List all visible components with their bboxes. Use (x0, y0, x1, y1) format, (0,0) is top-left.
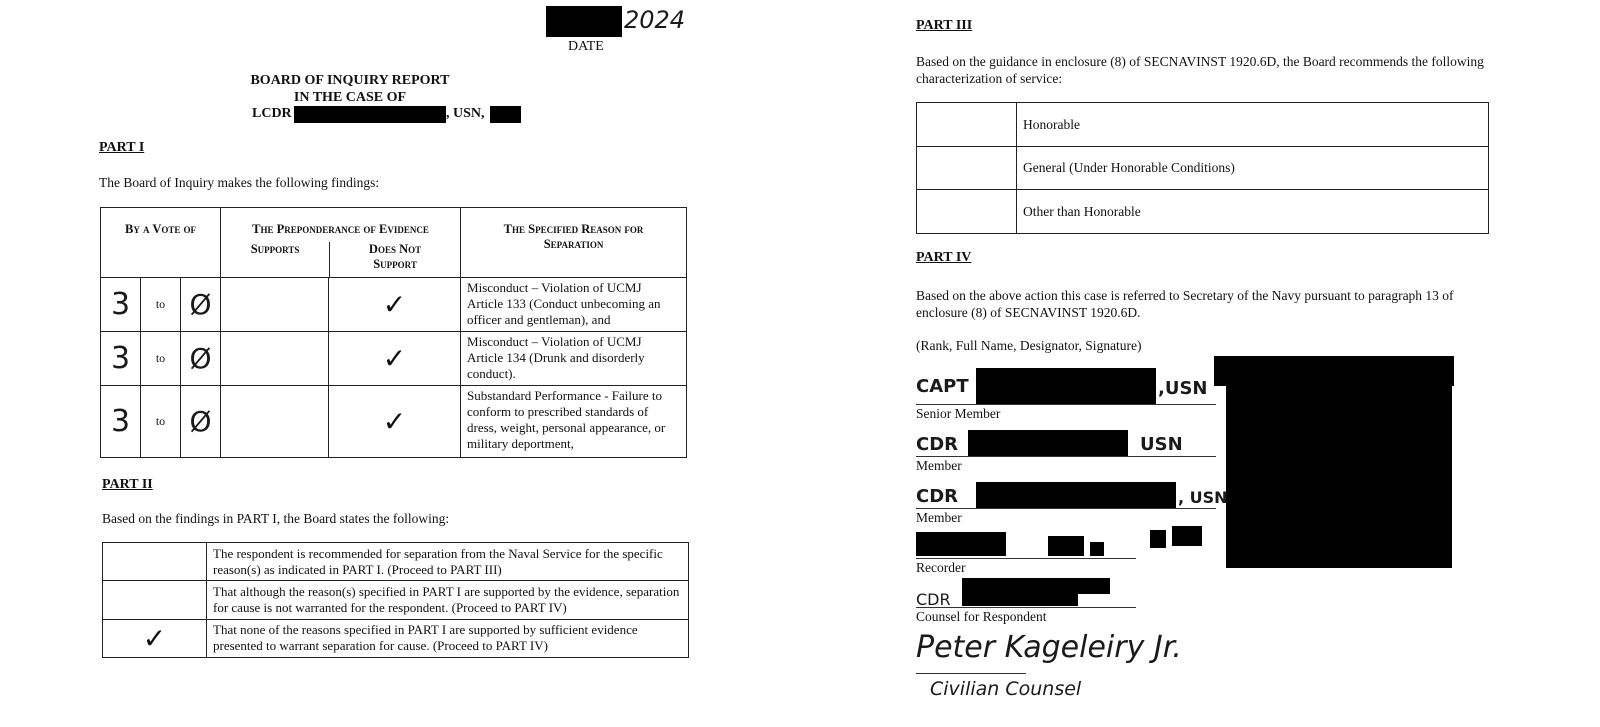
table-row (103, 543, 689, 581)
table-row (101, 332, 687, 386)
signer-rank: CDR (916, 590, 951, 609)
statement-text: That none of the reasons specified in PART I are supported by sufficient evidence presented to warrant separation for cause. (Proceed to PART IV) (207, 619, 689, 657)
col-supports: Supports (221, 242, 330, 277)
col-reason: The Specified Reason for Separation (461, 208, 687, 278)
redaction-block (1150, 530, 1166, 548)
reason-text: Misconduct – Violation of UCMJ Article 134 (Drunk and disorderly conduct). (461, 332, 687, 386)
date-label: DATE (568, 39, 604, 54)
check-icon: ✓ (329, 278, 461, 332)
vote-against: Ø (181, 386, 221, 458)
check-icon: ✓ (329, 386, 461, 458)
signer-role: Counsel for Respondent (916, 609, 1047, 624)
table-row (917, 146, 1489, 190)
part1-intro: The Board of Inquiry makes the following findings: (99, 175, 380, 190)
check-icon: ✓ (103, 619, 207, 657)
col-does-not-support: Does Not Support (368, 242, 422, 271)
signer-role: Member (916, 510, 962, 525)
signer-service: , USN (1178, 488, 1228, 507)
redaction-block (1048, 536, 1084, 556)
supports-cell (221, 386, 329, 458)
supports-cell (221, 332, 329, 386)
statement-text: The respondent is recommended for separation from the Naval Service for the specific reason(s) as indicated in PART I. (Proceed to PART III) (207, 543, 689, 581)
option-label: Honorable (1017, 103, 1489, 147)
vote-against: Ø (181, 278, 221, 332)
part1-findings-table (100, 207, 687, 458)
col-preponderance-group (221, 208, 461, 278)
report-title (0, 72, 700, 106)
signature-line (916, 673, 1026, 674)
redaction-block (1090, 542, 1104, 556)
vote-to: to (141, 386, 181, 458)
date-handwritten-year: 2024 (624, 6, 686, 34)
civilian-signature: Peter Kageleiry Jr. (916, 630, 1182, 665)
vote-to: to (141, 278, 181, 332)
supports-cell (221, 278, 329, 332)
part3-heading: PART III (916, 18, 973, 33)
part2-intro: Based on the findings in PART I, the Board states the following: (102, 511, 450, 526)
redaction-block (976, 482, 1176, 508)
signer-rank: CAPT (916, 376, 969, 397)
checkbox-cell (103, 543, 207, 581)
signer-rank: CDR (916, 486, 959, 507)
part1-heading: PART I (99, 140, 145, 155)
signer-service: USN (1140, 434, 1183, 455)
redaction-block (968, 430, 1128, 456)
civilian-label: Civilian Counsel (930, 678, 1082, 700)
respondent-service: , USN, (446, 106, 485, 121)
redaction-block (1226, 384, 1452, 568)
part2-heading: PART II (102, 477, 153, 492)
table-row (101, 386, 687, 458)
checkbox-cell (917, 146, 1017, 190)
table-row (101, 278, 687, 332)
option-label: Other than Honorable (1017, 190, 1489, 234)
signer-role: Senior Member (916, 406, 1001, 421)
table-row (917, 190, 1489, 234)
check-icon: ✓ (329, 332, 461, 386)
redaction-block (546, 6, 622, 37)
table-row (103, 619, 689, 657)
col-vote: By a Vote of (101, 208, 221, 278)
redaction-block (962, 578, 1110, 594)
signer-role: Recorder (916, 560, 966, 575)
part3-characterization-table (916, 102, 1489, 234)
part2-statement-table (102, 542, 689, 658)
vote-for: 3 (101, 278, 141, 332)
part4-intro: Based on the above action this case is referred to Secretary of the Navy pursuant to paragraph 13 of enclosure (8) of SECNAVINST 1920.6D. (916, 288, 1454, 320)
vote-against: Ø (181, 332, 221, 386)
redaction-block (294, 106, 446, 123)
signer-role: Member (916, 458, 962, 473)
redaction-block (1214, 356, 1454, 386)
checkbox-cell (103, 581, 207, 619)
reason-text: Substandard Performance - Failure to conform to prescribed standards of dress, weight, personal appearance, or military deportment, (461, 386, 687, 458)
title-line-2: IN THE CASE OF (293, 90, 407, 105)
redaction-block (1172, 526, 1202, 546)
title-line-1: BOARD OF INQUIRY REPORT (250, 73, 450, 88)
part3-intro: Based on the guidance in enclosure (8) of SECNAVINST 1920.6D, the Board recommends the following characterization of service: (916, 54, 1484, 86)
checkbox-cell (917, 103, 1017, 147)
part4-heading: PART IV (916, 250, 972, 265)
signature-hint: (Rank, Full Name, Designator, Signature) (916, 338, 1142, 353)
respondent-rank: LCDR (252, 106, 292, 121)
vote-for: 3 (101, 332, 141, 386)
vote-for: 3 (101, 386, 141, 458)
signer-service: ,USN (1158, 378, 1208, 399)
checkbox-cell (917, 190, 1017, 234)
vote-to: to (141, 332, 181, 386)
table-row (917, 103, 1489, 147)
redaction-block (916, 532, 1006, 556)
signer-rank: CDR (916, 434, 959, 455)
option-label: General (Under Honorable Conditions) (1017, 146, 1489, 190)
table-row (103, 581, 689, 619)
redaction-block (490, 106, 521, 123)
redaction-block (976, 368, 1156, 404)
col-preponderance: The Preponderance of Evidence (252, 222, 429, 236)
reason-text: Misconduct – Violation of UCMJ Article 133 (Conduct unbecoming an officer and gentleman), and (461, 278, 687, 332)
redaction-block (962, 594, 1078, 606)
statement-text: That although the reason(s) specified in PART I are supported by the evidence, separation for cause is not warranted for the respondent. (Proceed to PART IV) (207, 581, 689, 619)
